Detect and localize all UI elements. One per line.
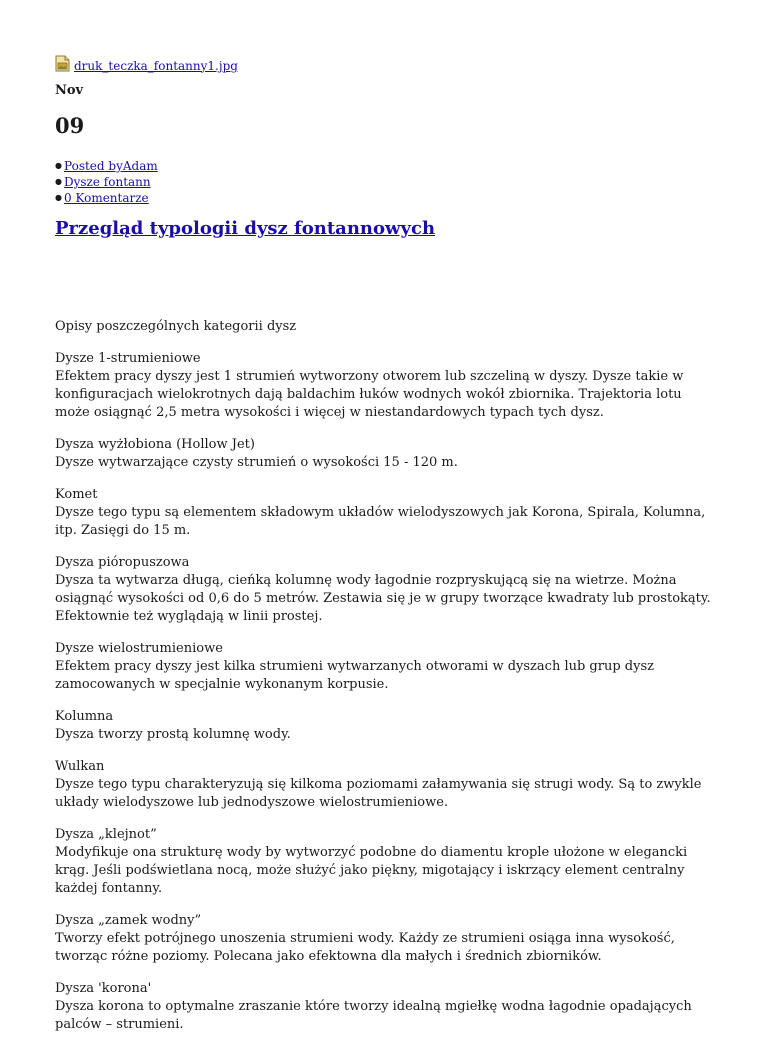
post-meta-comments [55, 190, 158, 206]
content-paragraph [55, 826, 715, 898]
content-paragraph [55, 486, 715, 540]
content-paragraph [55, 758, 715, 812]
paragraph-text: Tworzy efekt potrójnego unoszenia strumieni wody. Każdy ze strumieni osiąga inna wysokość, tworząc różne poziomy. Polecana jako efektowna dla małych i średnich zbiorników. [55, 931, 675, 964]
paragraph-text: Modyfikuje ona strukturę wody by wytworzyć podobne do diamentu krople ułożone w elegancki krąg. Jeśli podświetlana nocą, może służyć jako piękny, migotający i iskrzący element centralny każdej fontanny. [55, 845, 688, 896]
post-content [55, 318, 715, 1048]
paragraph-text: Dysza korona to optymalne zraszanie które tworzy idealną mgiełkę wodna łagodnie opadających palców – strumieni. [55, 999, 692, 1032]
post-meta-list [55, 158, 158, 206]
image-file-icon [55, 55, 70, 72]
paragraph-heading: Dysza „klejnot” [55, 827, 157, 842]
post-title [55, 218, 435, 239]
paragraph-text: Dysze tego typu są elementem składowym układów wielodyszowych jak Korona, Spirala, Kolumna, itp. Zasięgi do 15 m. [55, 505, 706, 538]
post-meta-category [55, 174, 158, 190]
paragraph-heading: Dysza „zamek wodny” [55, 913, 202, 928]
paragraph-heading: Komet [55, 487, 98, 502]
content-paragraph [55, 554, 715, 626]
paragraph-heading: Dysze wielostrumieniowe [55, 641, 223, 656]
paragraph-text: Dysza tworzy prostą kolumnę wody. [55, 727, 291, 742]
paragraph-heading: Dysza 'korona' [55, 981, 152, 996]
date-day: 09 [55, 113, 85, 138]
paragraph-heading: Dysza pióropuszowa [55, 555, 190, 570]
paragraph-heading: Kolumna [55, 709, 114, 724]
attachment-link[interactable]: druk_teczka_fontanny1.jpg [74, 58, 238, 73]
paragraph-text: Dysza ta wytwarza długą, cieńką kolumnę wody łagodnie rozpryskującą się na wietrze. Można osiągnąć wysokości od 0,6 do 5 metrów. Zestawia się je w grupy tworzące kwadraty lub prostokąty. Efektownie też wyglądają w linii prostej. [55, 573, 711, 624]
content-paragraph [55, 912, 715, 966]
attachment [55, 55, 238, 72]
paragraph-heading: Wulkan [55, 759, 105, 774]
content-paragraph [55, 708, 715, 744]
date-month: Nov [55, 83, 84, 98]
content-paragraph [55, 318, 715, 336]
author-link[interactable]: Posted byAdam [64, 159, 158, 173]
paragraph-heading: Opisy poszczególnych kategorii dysz [55, 319, 297, 334]
paragraph-text: Efektem pracy dyszy jest 1 strumień wytworzony otworem lub szczeliną w dyszy. Dysze takie w konfiguracjach wielokrotnych dają baldachim łuków wodnych wokół zbiornika. Trajektoria lotu może osiągnąć 2,5 metra wysokości i więcej w niestandardowych typach tych dysz. [55, 369, 684, 420]
post-title-link[interactable]: Przegląd typologii dysz fontannowych [55, 218, 436, 239]
paragraph-text: Dysze wytwarzające czysty strumień o wysokości 15 - 120 m. [55, 455, 458, 470]
paragraph-text: Efektem pracy dyszy jest kilka strumieni wytwarzanych otworami w dyszach lub grup dysz zamocowanych w specjalnie wykonanym korpusie. [55, 659, 654, 692]
post-meta-author [55, 158, 158, 174]
content-paragraph [55, 980, 715, 1034]
content-paragraph [55, 640, 715, 694]
paragraph-heading: Dysza wyżłobiona (Hollow Jet) [55, 437, 255, 452]
comments-link[interactable]: 0 Komentarze [64, 191, 149, 205]
category-link[interactable]: Dysze fontann [64, 175, 151, 189]
paragraph-heading: Dysze 1-strumieniowe [55, 351, 201, 366]
content-paragraph [55, 436, 715, 472]
paragraph-text: Dysze tego typu charakteryzują się kilkoma poziomami załamywania się strugi wody. Są to zwykle układy wielodyszowe lub jednodyszowe wielostrumieniowe. [55, 777, 702, 810]
content-paragraph [55, 350, 715, 422]
